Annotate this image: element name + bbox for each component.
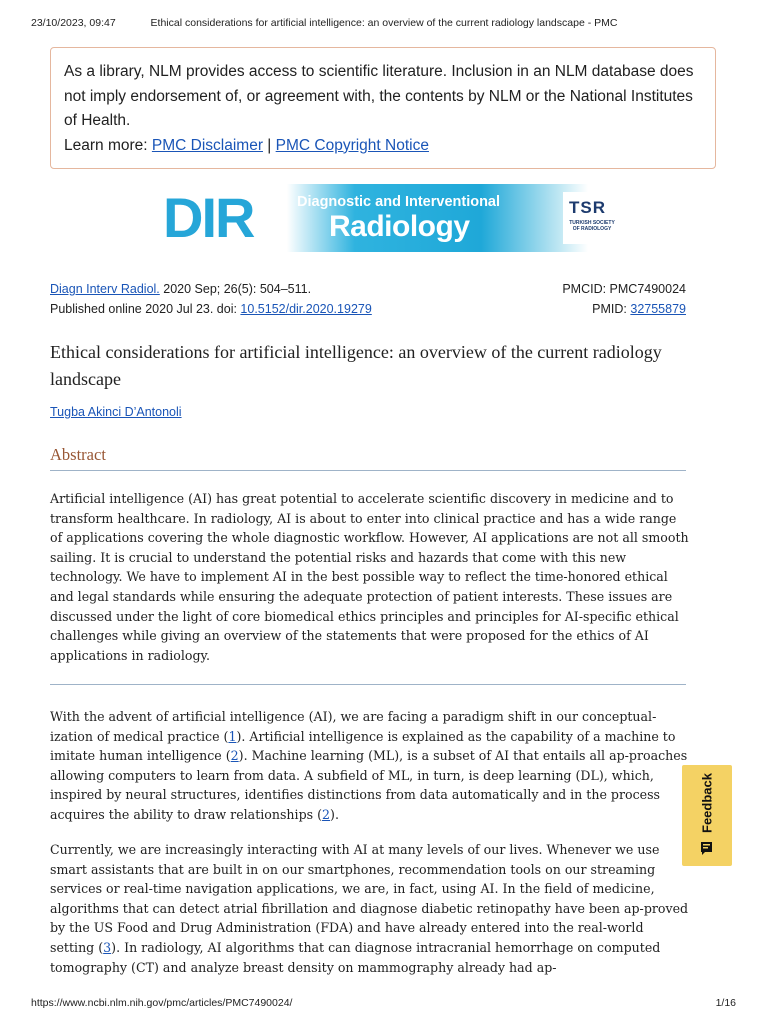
print-header: [0, 17, 768, 31]
pmc-copyright-link[interactable]: PMC Copyright Notice: [275, 136, 429, 154]
pmid-label: PMID:: [592, 302, 631, 316]
reference-link-2b[interactable]: 2: [322, 806, 331, 822]
notice-learn-more: [64, 134, 701, 159]
tsr-logo: [563, 192, 619, 244]
citation-line: [50, 282, 311, 296]
text-run: ). In radiology, AI algorithms that can diagnose intracranial hemorrhage on computed tomography (CT) and analyze breast density on mammography already had ap-: [50, 939, 661, 975]
published-label: Published online 2020 Jul 23. doi:: [50, 302, 241, 316]
body-paragraph-1: [50, 707, 690, 825]
feedback-button[interactable]: [682, 765, 732, 866]
link-separator: |: [267, 136, 272, 154]
reference-link-2[interactable]: 2: [230, 748, 239, 764]
author-line: [50, 405, 182, 419]
print-page-title: Ethical considerations for artificial intelligence: an overview of the current radiology landscape - PMC: [150, 17, 618, 29]
text-run: ). Machine learning (ML), is a subset of AI that entails all ap-proaches allowing computers to learn from data. A subfield of ML, in turn, is deep learning (DL), which, inspired by neural structures, identifies distinctions from data automatically and in the process acquires the ability to draw relationships (: [50, 748, 688, 822]
print-datetime: 23/10/2023, 09:47: [31, 17, 116, 29]
reference-link-1[interactable]: 1: [228, 728, 237, 744]
section-divider: [50, 470, 686, 471]
print-footer-url: https://www.ncbi.nlm.nih.gov/pmc/articles/PMC7490024/: [31, 997, 293, 1009]
text-run: ).: [330, 806, 339, 822]
author-link[interactable]: Tugba Akinci D’Antonoli: [50, 405, 182, 419]
banner-line-2: Radiology: [329, 210, 470, 243]
text-run: With the advent of artificial intelligence (AI), we are facing a paradigm shift in our conceptual-ization of medical practice (: [50, 709, 657, 744]
text-run: ). Artificial intelligence is explained as the capability of a machine to imitate human intelligence (: [50, 728, 676, 764]
dir-logo: DIR: [163, 186, 254, 249]
doi-link[interactable]: 10.5152/dir.2020.19279: [240, 302, 372, 316]
journal-link[interactable]: Diagn Interv Radiol.: [50, 282, 160, 296]
banner-line-1: Diagnostic and Interventional: [297, 194, 501, 210]
article-title: Ethical considerations for artificial intelligence: an overview of the current radiology landscape: [50, 342, 662, 389]
pmc-disclaimer-link[interactable]: PMC Disclaimer: [151, 136, 263, 154]
tsr-name: TURKISH SOCIETY OF RADIOLOGY: [569, 220, 615, 232]
tsr-abbr: TSR: [569, 198, 606, 217]
pmcid: PMCID: PMC7490024: [562, 282, 686, 296]
section-divider: [50, 684, 686, 685]
published-line: [50, 302, 372, 316]
body-paragraph-2: [50, 840, 690, 977]
text-run: Currently, we are increasingly interacting with AI at many levels of our lives. Whenever we use smart assistants that are built in on our smartphones, recommendation tools on our streaming services or real-time navigation applications, we are, in fact, using AI. In the field of medicine, algorithms that can detect atrial fibrillation and diagnose diabetic retinopathy have been ap-proved by the US Food and Drug Administration (FDA) and have already entered into the real-world setting (: [50, 842, 689, 955]
abstract-paragraph: Artificial intelligence (AI) has great potential to accelerate scientific discovery in medicine and to transform healthcare. In radiology, AI is about to enter into clinical practice and has a wide range of applications covering the whole diagnostic workflow. However, AI applications are not all smooth sailing. It is crucial to understand the potential risks and hazards that come with this new technology. We have to implement AI in the best possible way to reflect the time-honored ethical and legal standards while ensuring the adequate protection of patient interests. These issues are discussed under the light of core biomedical ethics principles and principles for AI-specific ethical challenges while giving an overview of the statements that were proposed for the ethics of AI applications in radiology.: [50, 491, 689, 663]
citation-issue: 2020 Sep; 26(5): 504–511.: [159, 282, 312, 296]
pmid-line: [592, 302, 686, 316]
print-page-number: 1/16: [715, 997, 736, 1009]
journal-banner[interactable]: [141, 184, 627, 252]
nlm-notice-box: [50, 47, 716, 169]
reference-link-3[interactable]: 3: [103, 939, 112, 955]
feedback-label: Feedback: [699, 773, 715, 833]
feedback-icon: [700, 841, 713, 855]
notice-text: As a library, NLM provides access to scientific literature. Inclusion in an NLM database does not imply endorsement of, or agreement with, the contents by NLM or the National Institutes of Health.: [64, 63, 694, 129]
abstract-heading: Abstract: [50, 445, 106, 464]
pmid-link[interactable]: 32755879: [630, 302, 686, 316]
learn-more-label: Learn more:: [64, 136, 148, 154]
